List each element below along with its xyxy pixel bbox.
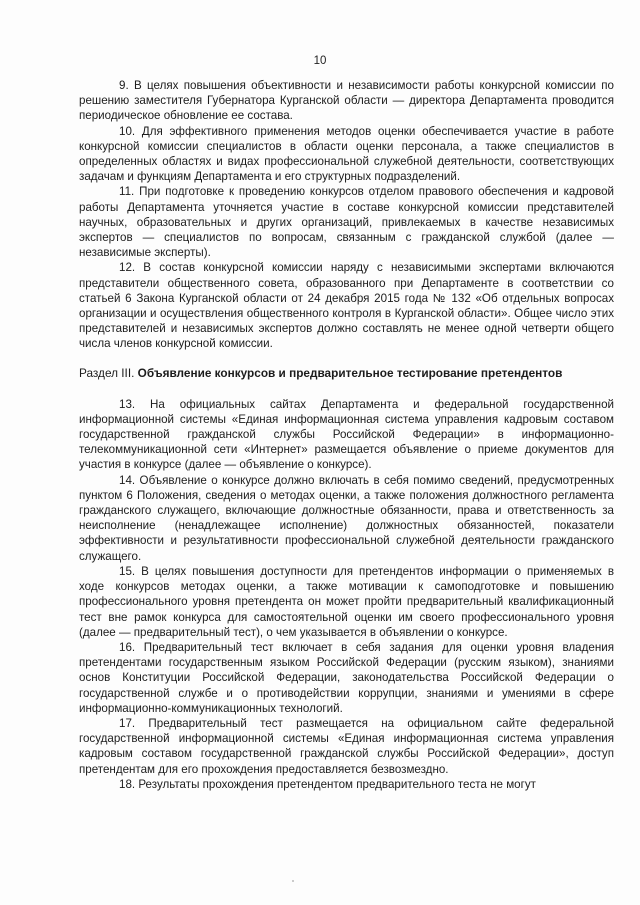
document-body — [79, 78, 614, 792]
paragraph-15: 15. В целях повышения доступности для претендентов информации о применяемых в ходе конкурсов методах оценки, а также мотивации к самоподготовке и повышению профессионального уровня претендента он может пройти предварительный квалификационный тест вне рамок конкурса для самостоятельной оценки им своего профессионального уровня (далее — предварительный тест), о чем указывается в объявлении о конкурсе. — [79, 564, 614, 639]
paragraph-14: 14. Объявление о конкурсе должно включать в себя помимо сведений, предусмотренных пунктом 6 Положения, сведения о методах оценки, а также положения должностного регламента гражданского служащего, включающие должностные обязанности, права и ответственность за неисполнение (ненадлежащее исполнение) должностных обязанностей, показатели эффективности и результативности профессиональной служебной деятельности гражданского служащего. — [79, 473, 614, 563]
scan-artifact-dot — [292, 880, 294, 882]
section-heading — [79, 366, 614, 381]
paragraph-9: 9. В целях повышения объективности и независимости работы конкурсной комиссии по решению заместителя Губернатора Курганской области — директора Департамента проводится периодическое обновление ее состава. — [79, 79, 614, 123]
section-heading-prefix: Раздел III. — [79, 365, 138, 380]
paragraph-10: 10. Для эффективного применения методов оценки обеспечивается участие в работе конкурсной комиссии специалистов в области оценки персонала, а также специалистов в определенных областях и видах профессиональной служебной деятельности, соответствующих задачам и функциям Департамента и его структурных подразделений. — [79, 124, 614, 184]
page-number: 10 — [313, 55, 327, 67]
paragraph-12: 12. В состав конкурсной комиссии наряду с независимыми экспертами включаются представители общественного совета, образованного при Департаменте в соответствии со статьей 6 Закона Курганской области от 24 декабря 2015 года № 132 «Об отдельных вопросах организации и осуществления общественного контроля в Курганской области». Общее число этих представителей и независимых экспертов должно составлять не менее одной четверти общего числа членов конкурсной комиссии. — [79, 261, 614, 351]
paragraph-18: 18. Результаты прохождения претендентом предварительного теста не могут — [119, 777, 536, 791]
paragraph-16: 16. Предварительный тест включает в себя задания для оценки уровня владения претендентами государственным языком Российской Федерации (русским языком), знаниями основ Конституции Российской Федерации, законодательства Российской Федерации о государственной службе и о противодействии коррупции, знаниями и умениями в сфере информационно-коммуникационных технологий. — [79, 640, 614, 715]
paragraph-13: 13. На официальных сайтах Департамента и федеральной государственной информационной системы «Единая информационная система управления кадровым составом государственной гражданской службы Российской Федерации» в информационно-телекоммуникационной сети «Интернет» размещается объявление о приеме документов для участия в конкурсе (далее — объявление о конкурсе). — [79, 397, 614, 472]
section-heading-title: Объявление конкурсов и предварительное тестирование претендентов — [137, 365, 563, 380]
paragraph-11: 11. При подготовке к проведению конкурсов отделом правового обеспечения и кадровой работы Департамента уточняется участие в составе конкурсной комиссии представителей научных, образовательных и других организаций, привлекаемых в качестве независимых экспертов — специалистов по вопросам, связанным с гражданской службой (далее — независимые эксперты). — [79, 185, 614, 260]
paragraph-17: 17. Предварительный тест размещается на официальном сайте федеральной государственной информационной системы «Единая информационная система управления кадровым составом государственной гражданской службы Российской Федерации», доступ претендентам для его прохождения предоставляется безвозмездно. — [79, 716, 614, 776]
